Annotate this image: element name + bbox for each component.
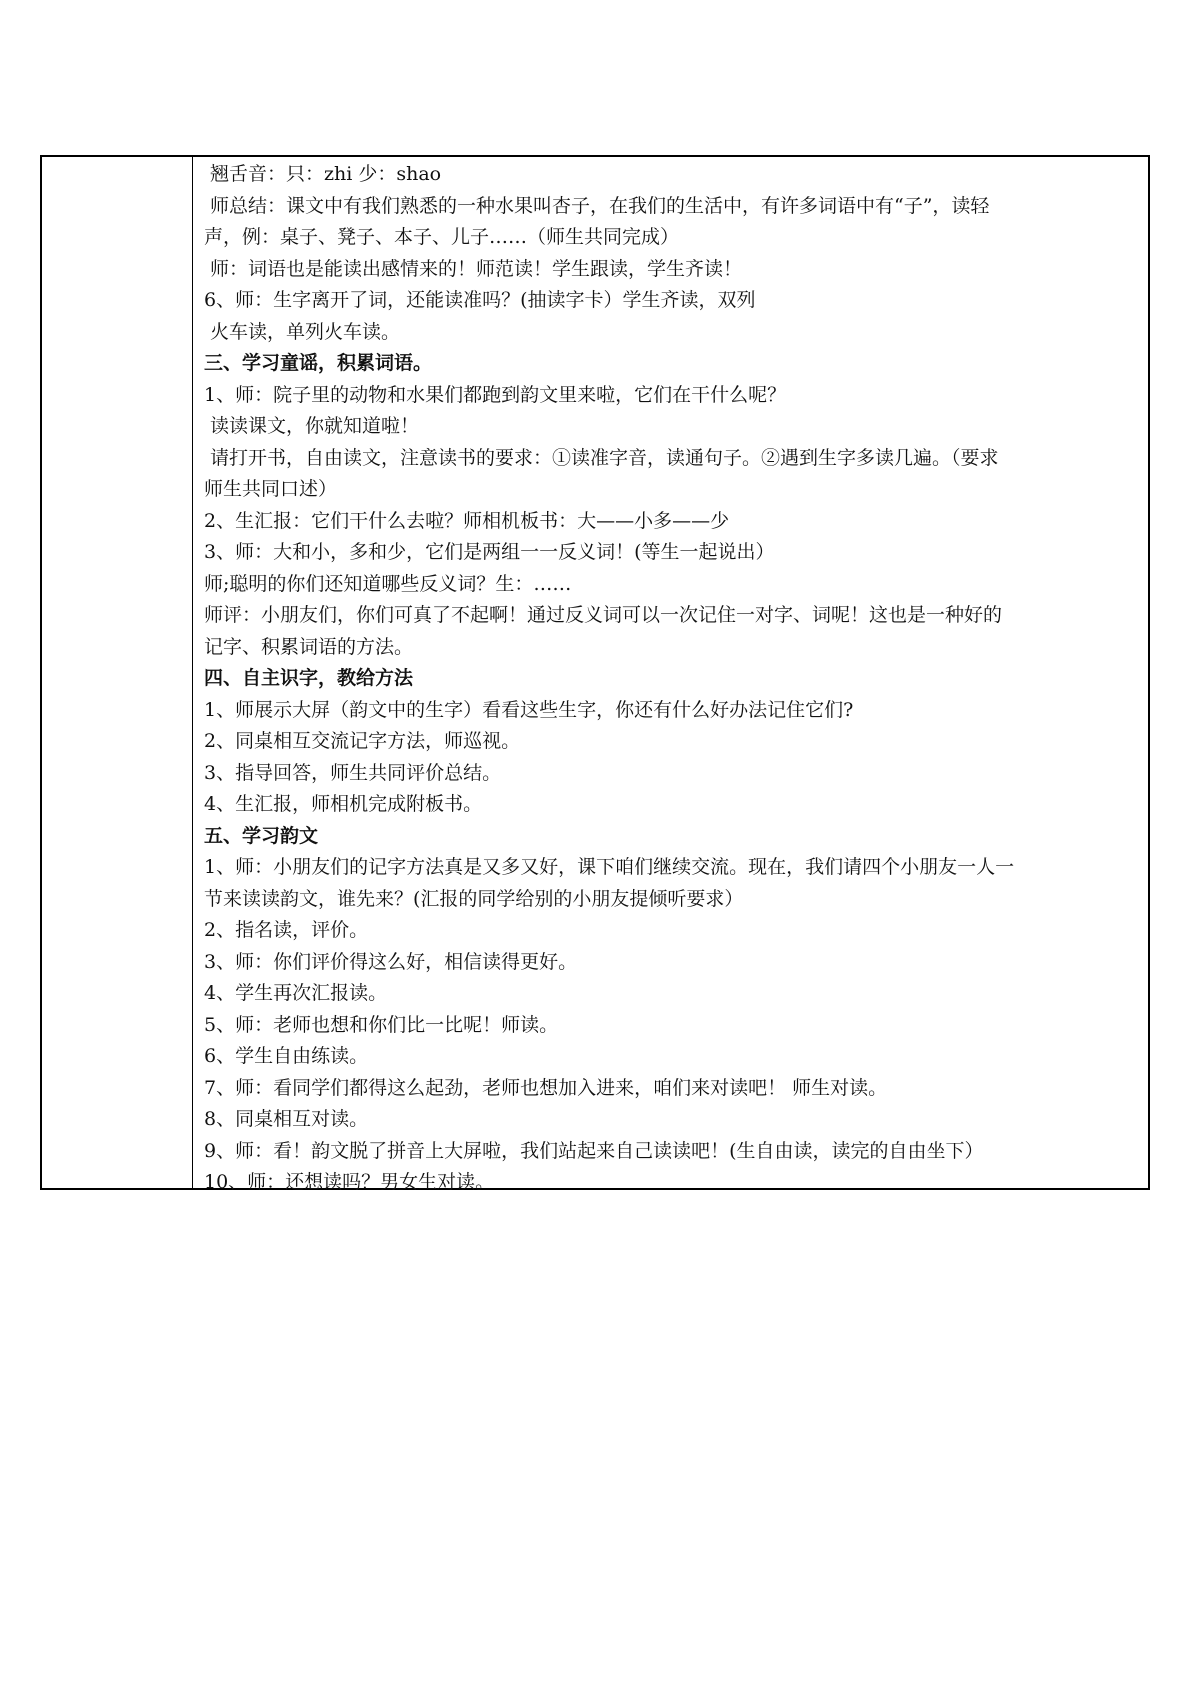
text-line: 10、师：还想读吗？男女生对读。 — [204, 1171, 495, 1193]
text-line: 请打开书，自由读文，注意读书的要求：①读准字音，读通句子。②遇到生字多读几遍。（要求 — [210, 446, 999, 469]
text-line: 记字、积累词语的方法。 — [204, 635, 414, 658]
text-line: 1、师：院子里的动物和水果们都跑到韵文里来啦，它们在干什么呢？ — [204, 383, 787, 406]
text-line: 师生共同口述） — [204, 478, 338, 500]
lesson-content-cell — [194, 157, 1148, 1193]
lesson-plan-table — [40, 155, 1150, 1193]
text-line: 翘舌音：只：zhi 少：shao — [210, 163, 442, 185]
text-line: 1、师：小朋友们的记字方法真是又多又好，课下咱们继续交流。现在，我们请四个小朋友一人一 — [204, 856, 1015, 878]
section-heading: 四、自主识字，教给方法 — [204, 667, 414, 689]
text-line: 师评：小朋友们，你们可真了不起啊！通过反义词可以一次记住一对字、词呢！这也是一种好的 — [204, 604, 1003, 626]
text-line: 师;聪明的你们还知道哪些反义词？生：…… — [204, 572, 572, 595]
text-line: 3、师：大和小，多和少，它们是两组一一反义词！(等生一起说出） — [204, 541, 775, 563]
text-line: 火车读，单列火车读。 — [210, 320, 401, 343]
text-line: 4、生汇报，师相机完成附板书。 — [204, 793, 483, 815]
text-line: 节来读读韵文，谁先来？(汇报的同学给别的小朋友提倾听要求） — [204, 887, 744, 910]
text-line: 4、学生再次汇报读。 — [204, 982, 388, 1004]
text-line: 声，例：桌子、凳子、本子、儿子……（师生共同完成） — [204, 226, 680, 248]
text-line: 1、师展示大屏（韵文中的生字）看看这些生字，你还有什么好办法记住它们? — [204, 698, 854, 721]
text-line: 6、学生自由练读。 — [204, 1045, 369, 1067]
text-line: 2、指名读，评价。 — [204, 919, 369, 941]
text-line: 3、师：你们评价得这么好，相信读得更好。 — [204, 950, 578, 973]
text-line: 读读课文，你就知道啦！ — [210, 415, 420, 437]
section-heading: 五、学习韵文 — [204, 824, 319, 847]
text-line: 6、师：生字离开了词，还能读准吗？(抽读字卡）学生齐读，双列 — [204, 289, 756, 311]
text-line: 7、师：看同学们都得这么起劲，老师也想加入进来，咱们来对读吧！ 师生对读。 — [204, 1076, 888, 1099]
text-line: 2、生汇报：它们干什么去啦？师相机板书：大——小多——少 — [204, 509, 730, 532]
text-line: 9、师：看！韵文脱了拼音上大屏啦，我们站起来自己读读吧！(生自由读，读完的自由坐下） — [204, 1139, 984, 1162]
text-line: 5、师：老师也想和你们比一比呢！师读。 — [204, 1013, 559, 1036]
empty-left-cell — [42, 157, 193, 1188]
text-line: 师：词语也是能读出感情来的！师范读！学生跟读，学生齐读！ — [210, 257, 743, 280]
text-line: 3、指导回答，师生共同评价总结。 — [204, 761, 502, 784]
text-line: 师总结：课文中有我们熟悉的一种水果叫杏子，在我们的生活中，有许多词语中有“子”，读轻 — [210, 194, 990, 217]
section-heading: 三、学习童谣，积累词语。 — [204, 352, 433, 374]
text-line: 8、同桌相互对读。 — [204, 1108, 369, 1130]
text-line: 2、同桌相互交流记字方法，师巡视。 — [204, 730, 521, 752]
